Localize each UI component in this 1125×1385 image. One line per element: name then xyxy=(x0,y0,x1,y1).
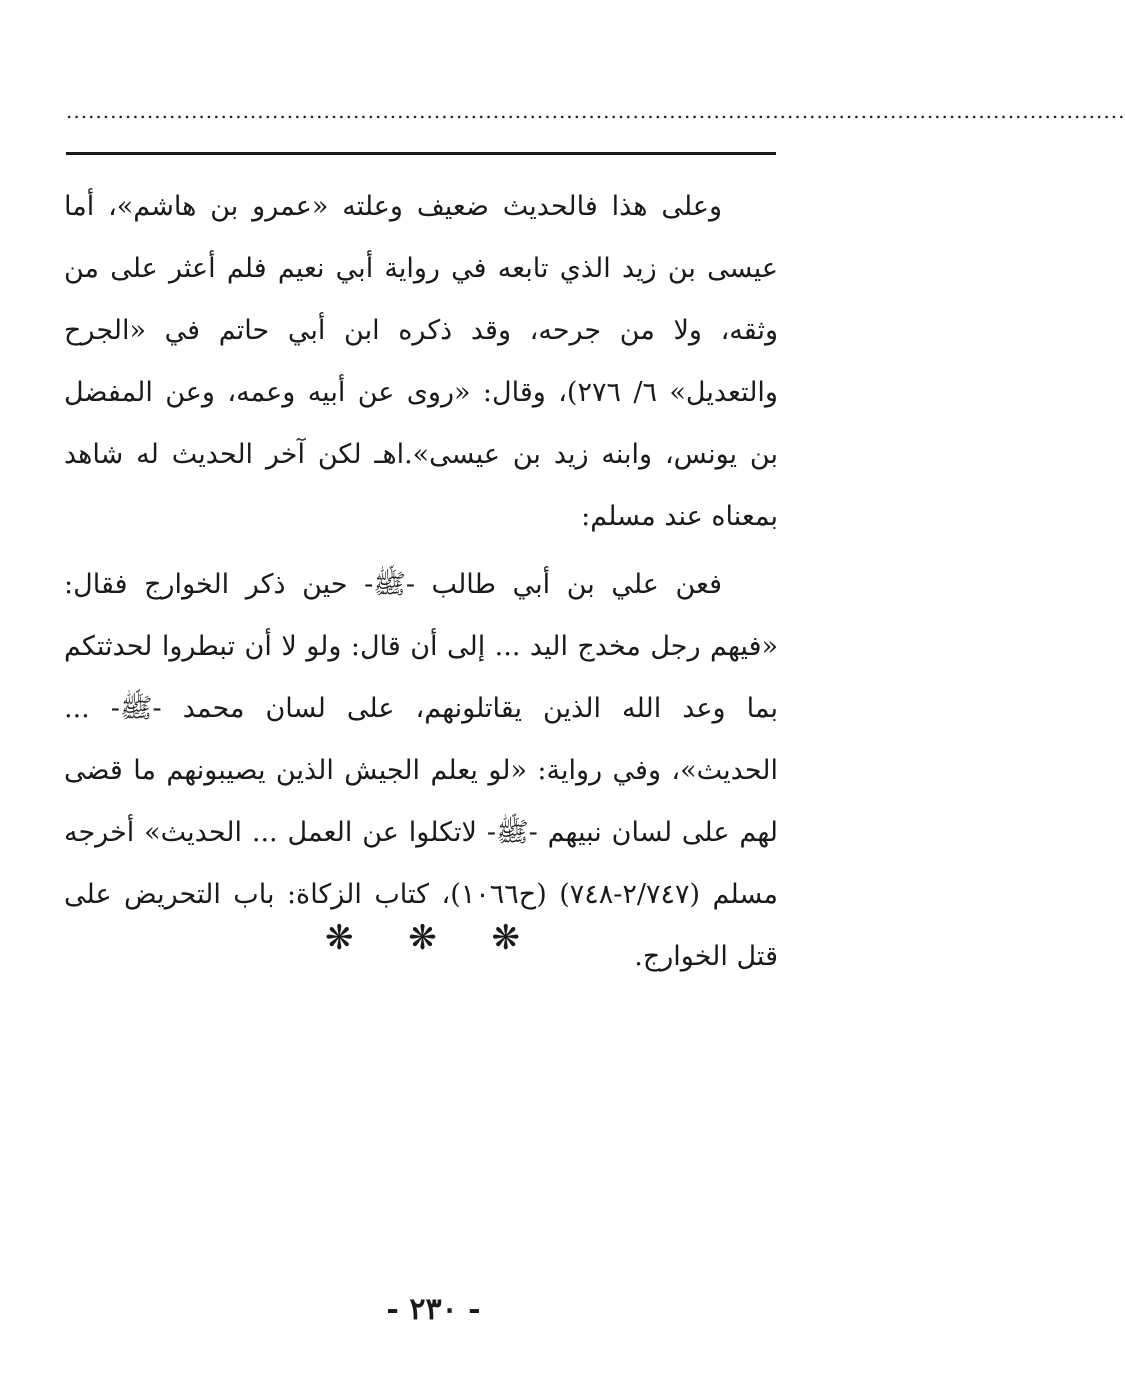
horizontal-rule xyxy=(66,152,776,155)
paragraph-2: فعن علي بن أبي طالب -ﷺ- حين ذكر الخوارج فقال: «فيهم رجل مخدج اليد ... إلى أن قال: ولو لا أن تبطروا لحدثتكم بما وعد الله الذين يقاتلونهم، على لسان محمد -ﷺ- ... الحديث»، وفي رواية: «لو يعلم الجيش الذين يصيبونهم ما قضى لهم على لسان نبيهم -ﷺ- لاتكلوا عن العمل ... الحديث» أخرجه مسلم (٢/٧٤٧-٧٤٨) (ح١٠٦٦)، كتاب الزكاة: باب التحريض على قتل الخوارج. xyxy=(64,569,778,972)
section-separator-stars: ❋ ❋ ❋ xyxy=(324,918,543,958)
dotted-separator: ................................................................................................................................................ xyxy=(66,99,1125,123)
page-number: - ٢٣٠ - xyxy=(386,1292,481,1327)
page-body xyxy=(64,176,778,988)
paragraph-1: وعلى هذا فالحديث ضعيف وعلته «عمرو بن هاشم»، أما عيسى بن زيد الذي تابعه في رواية أبي نعيم فلم أعثر على من وثقه، ولا من جرحه، وقد ذكره ابن أبي حاتم في «الجرح والتعديل» ٦/ ٢٧٦)، وقال: «روى عن أبيه وعمه، وعن المفضل بن يونس، وابنه زيد بن عيسى».اهـ لكن آخر الحديث له شاهد بمعناه عند مسلم: xyxy=(64,191,778,532)
